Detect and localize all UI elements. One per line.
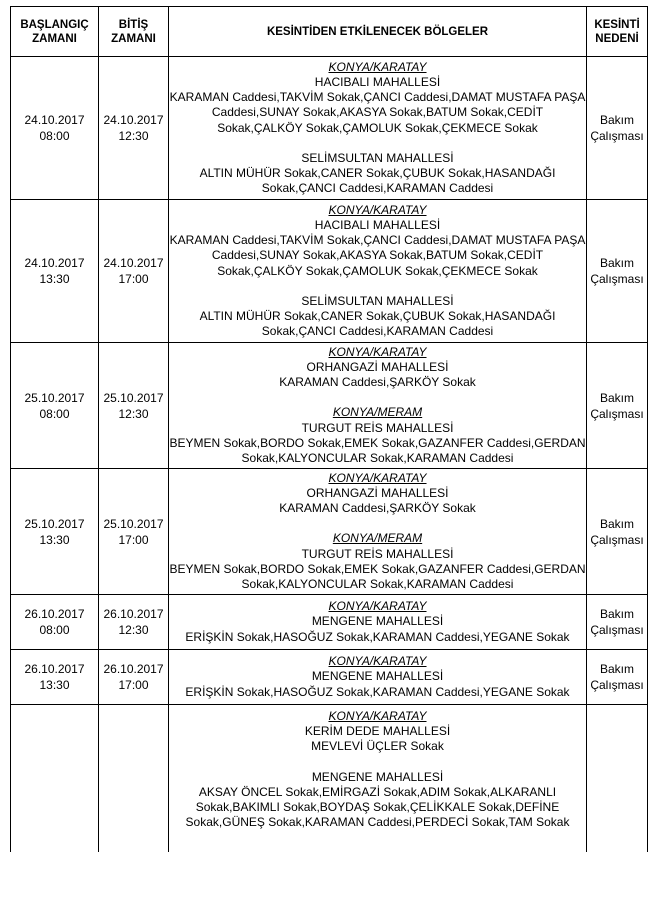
end-date: 24.10.2017 — [103, 256, 164, 270]
end-cell — [99, 57, 169, 200]
start-date: 24.10.2017 — [24, 256, 85, 270]
reason-cell: Bakım Çalışması — [587, 200, 648, 343]
regions-cell — [169, 595, 587, 650]
header-row — [11, 7, 648, 57]
neighborhood-name: HACIBALI MAHALLESİ — [314, 74, 441, 89]
table-row — [11, 650, 648, 705]
street-list: KARAMAN Caddesi,ŞARKÖY Sokak — [279, 501, 476, 516]
neighborhood-name: KERİM DEDE MAHALLESİ — [304, 724, 451, 739]
table-row — [11, 595, 648, 650]
start-time: 13:30 — [39, 678, 70, 692]
start-cell — [11, 595, 99, 650]
neighborhood-name: MENGENE MAHALLESİ — [311, 614, 444, 629]
end-cell — [99, 650, 169, 705]
neighborhood-name: TURGUT REİS MAHALLESİ — [301, 546, 454, 561]
start-time: 13:30 — [39, 532, 70, 547]
neighborhood-name: ORHANGAZİ MAHALLESİ — [306, 359, 449, 374]
district-name: KONYA/KARATAY — [328, 470, 427, 485]
start-date: 25.10.2017 — [24, 390, 85, 405]
start-cell — [11, 343, 99, 469]
table-row — [11, 343, 648, 469]
neighborhood-name: ORHANGAZİ MAHALLESİ — [306, 485, 449, 500]
regions-cell — [169, 57, 587, 200]
start-time: 13:30 — [39, 272, 70, 286]
reason-cell: Bakım Çalışması — [587, 343, 648, 469]
table-row — [11, 200, 648, 343]
reason-cell: Bakım Çalışması — [587, 595, 648, 650]
street-list: ALTIN MÜHÜR Sokak,CANER Sokak,ÇUBUK Sokak,HASANDAĞI Sokak,ÇANCI Caddesi,KARAMAN Caddesi — [199, 165, 556, 196]
end-time: 12:30 — [118, 406, 149, 421]
reason-cell: Bakım Çalışması — [587, 469, 648, 595]
district-name: KONYA/MERAM — [332, 531, 423, 546]
street-list: KARAMAN Caddesi,ŞARKÖY Sokak — [279, 375, 476, 390]
street-list: KARAMAN Caddesi,TAKVİM Sokak,ÇANCI Caddesi,DAMAT MUSTAFA PAŞA Caddesi,SUNAY Sokak,AKASYA Sokak,BATUM Sokak,CEDİT Sokak,ÇALKÖY Sokak,ÇAMOLUK Sokak,ÇEKMECE Sokak — [169, 233, 586, 278]
street-list: ERİŞKİN Sokak,HASOĞUZ Sokak,KARAMAN Caddesi,YEGANE Sokak — [185, 684, 570, 699]
street-list: ERİŞKİN Sokak,HASOĞUZ Sokak,KARAMAN Caddesi,YEGANE Sokak — [185, 629, 570, 644]
outage-table — [10, 6, 648, 852]
start-date: 26.10.2017 — [24, 662, 85, 676]
reason-cell — [587, 705, 648, 852]
street-list: BEYMEN Sokak,BORDO Sokak,EMEK Sokak,GAZANFER Caddesi,GERDAN Sokak,KALYONCULAR Sokak,KARAMAN Caddesi — [169, 561, 586, 591]
start-time: 08:00 — [39, 129, 70, 143]
street-list: MEVLEVİ ÜÇLER Sokak — [311, 739, 444, 754]
start-cell — [11, 650, 99, 705]
end-date: 24.10.2017 — [103, 113, 164, 127]
regions-cell — [169, 200, 587, 343]
table-row — [11, 469, 648, 595]
end-cell — [99, 200, 169, 343]
neighborhood-name: SELİMSULTAN MAHALLESİ — [301, 150, 454, 165]
start-date: 25.10.2017 — [24, 516, 85, 531]
street-list: BEYMEN Sokak,BORDO Sokak,EMEK Sokak,GAZANFER Caddesi,GERDAN Sokak,KALYONCULAR Sokak,KARAMAN Caddesi — [169, 435, 586, 465]
reason-cell: Bakım Çalışması — [587, 57, 648, 200]
table-row — [11, 705, 648, 852]
district-name: KONYA/KARATAY — [328, 344, 427, 359]
regions-cell — [169, 650, 587, 705]
start-cell — [11, 469, 99, 595]
neighborhood-name: HACIBALI MAHALLESİ — [314, 217, 441, 232]
start-cell — [11, 705, 99, 852]
district-name: KONYA/KARATAY — [328, 654, 427, 669]
end-time: 17:00 — [118, 272, 149, 286]
district-name: KONYA/MERAM — [332, 405, 423, 420]
end-date: 26.10.2017 — [103, 662, 164, 676]
header-end-time: BİTİŞ ZAMANI — [99, 7, 169, 57]
neighborhood-name: TURGUT REİS MAHALLESİ — [301, 420, 454, 435]
end-date: 25.10.2017 — [103, 390, 164, 405]
regions-cell — [169, 705, 587, 852]
start-cell — [11, 200, 99, 343]
neighborhood-name: MENGENE MAHALLESİ — [311, 769, 444, 784]
start-cell — [11, 57, 99, 200]
end-time: 17:00 — [118, 678, 149, 692]
street-list: ALTIN MÜHÜR Sokak,CANER Sokak,ÇUBUK Sokak,HASANDAĞI Sokak,ÇANCI Caddesi,KARAMAN Caddesi — [199, 308, 556, 339]
street-list: AKSAY ÖNCEL Sokak,EMİRGAZİ Sokak,ADIM Sokak,ALKARANLI Sokak,BAKIMLI Sokak,BOYDAŞ Sokak,ÇELİKKALE Sokak,DEFİNE Sokak,GÜNEŞ Sokak,KARAMAN Caddesi,PERDECİ Sokak,TAM Sokak — [185, 784, 570, 830]
district-name: KONYA/KARATAY — [328, 599, 427, 614]
table-row — [11, 57, 648, 200]
end-time: 12:30 — [118, 129, 149, 143]
district-name: KONYA/KARATAY — [328, 202, 427, 217]
end-cell — [99, 705, 169, 852]
start-time: 08:00 — [39, 406, 70, 421]
neighborhood-name: MENGENE MAHALLESİ — [311, 669, 444, 684]
district-name: KONYA/KARATAY — [328, 59, 427, 74]
end-cell — [99, 469, 169, 595]
neighborhood-name: SELİMSULTAN MAHALLESİ — [301, 293, 454, 308]
end-cell — [99, 595, 169, 650]
header-start-time: BAŞLANGIÇ ZAMANI — [11, 7, 99, 57]
header-reason: KESİNTİ NEDENİ — [587, 7, 648, 57]
start-date: 26.10.2017 — [24, 607, 85, 621]
district-name: KONYA/KARATAY — [328, 709, 427, 723]
street-list: KARAMAN Caddesi,TAKVİM Sokak,ÇANCI Caddesi,DAMAT MUSTAFA PAŞA Caddesi,SUNAY Sokak,AKASYA Sokak,BATUM Sokak,CEDİT Sokak,ÇALKÖY Sokak,ÇAMOLUK Sokak,ÇEKMECE Sokak — [169, 90, 586, 135]
header-regions: KESİNTİDEN ETKİLENECEK BÖLGELER — [169, 7, 587, 57]
start-time: 08:00 — [39, 623, 70, 637]
end-time: 17:00 — [118, 532, 149, 547]
regions-cell — [169, 343, 587, 469]
end-date: 25.10.2017 — [103, 516, 164, 531]
end-date: 26.10.2017 — [103, 607, 164, 621]
regions-cell — [169, 469, 587, 595]
end-time: 12:30 — [118, 623, 149, 637]
reason-cell: Bakım Çalışması — [587, 650, 648, 705]
start-date: 24.10.2017 — [24, 113, 85, 127]
end-cell — [99, 343, 169, 469]
